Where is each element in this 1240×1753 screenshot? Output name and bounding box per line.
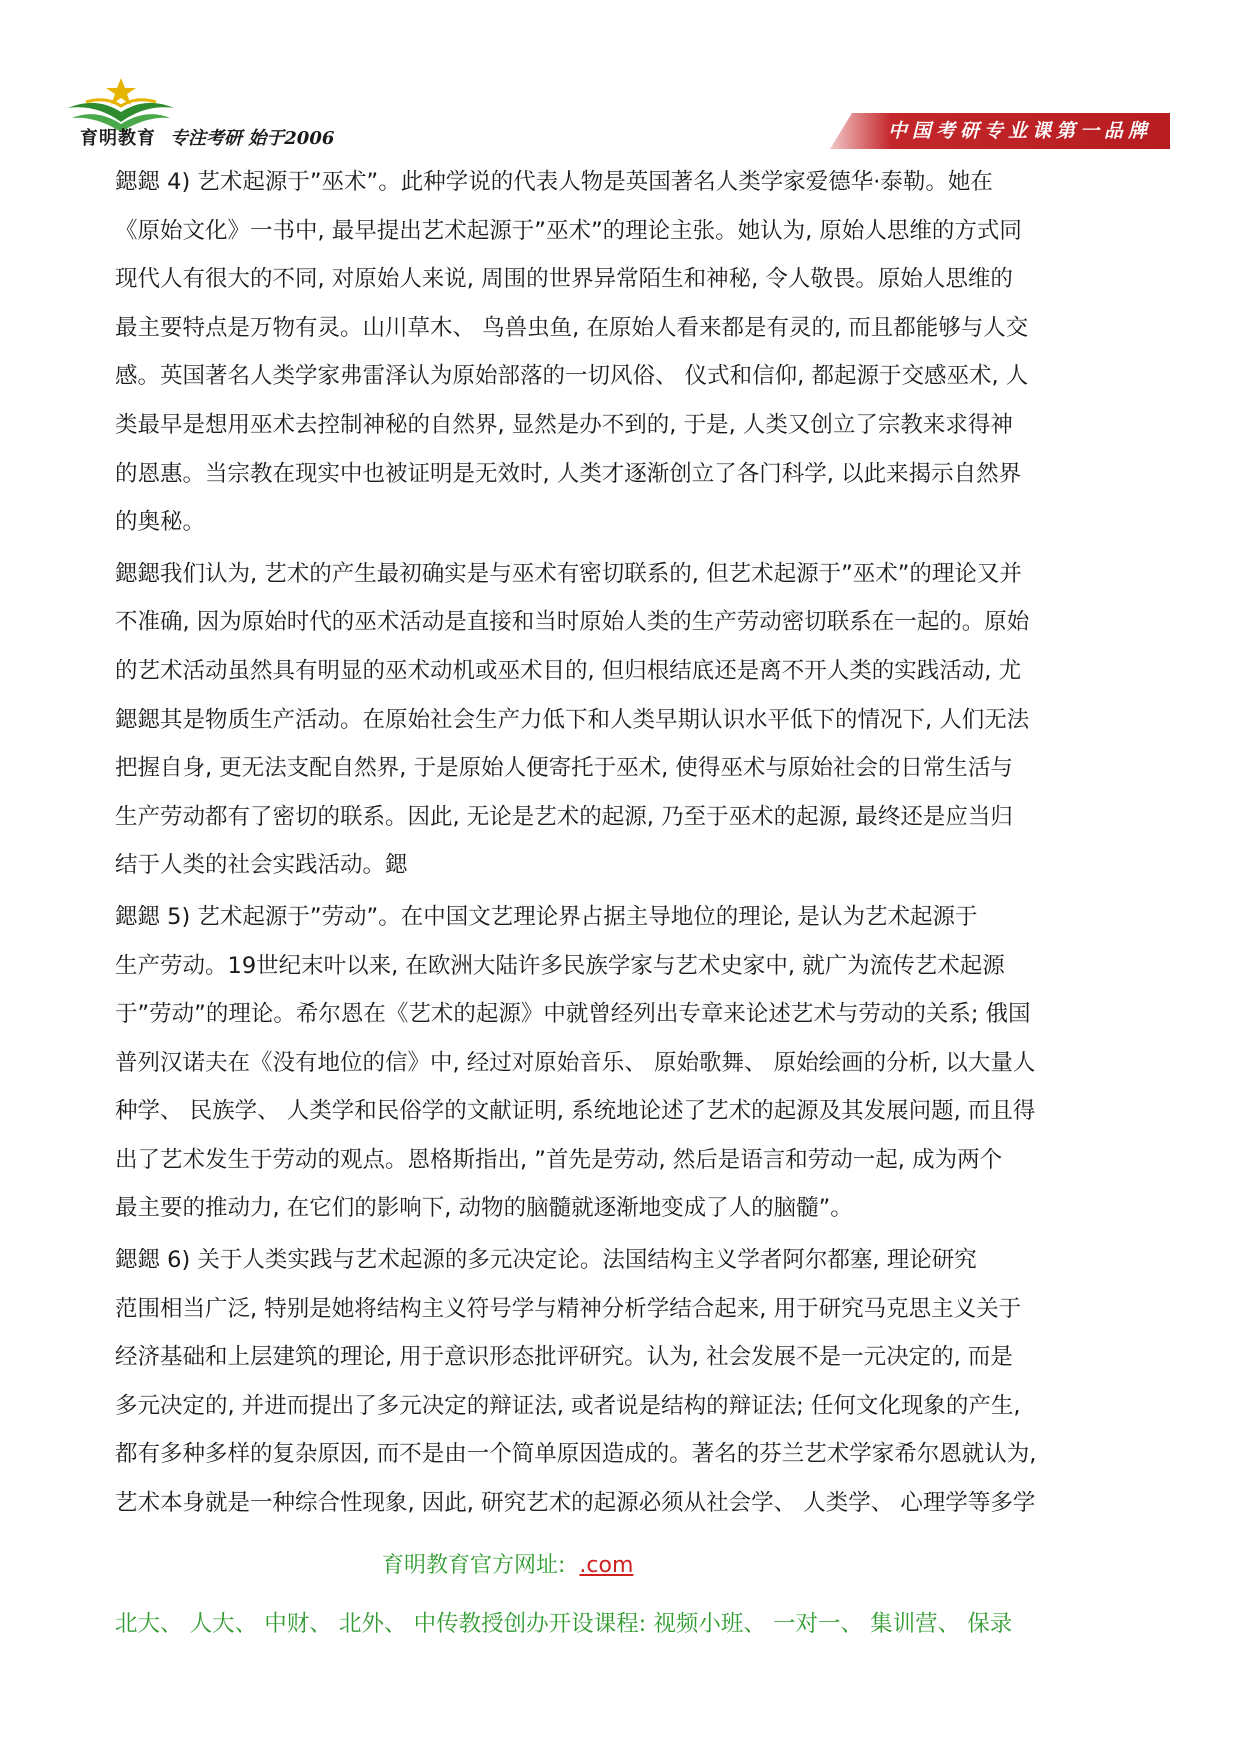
footer-url-link[interactable]: .com <box>579 1553 634 1578</box>
page-header <box>0 0 1240 160</box>
paragraph <box>115 1236 1135 1528</box>
text-line: 《原始文化》一书中, 最早提出艺术起源于”巫术”的理论主张。她认为, 原始人思维的方式同 <box>115 217 1022 244</box>
text-line: 不准确, 因为原始时代的巫术活动是直接和当时原始人类的生产劳动密切联系在一起的。原始 <box>115 609 1030 636</box>
text-line: 类最早是想用巫术去控制神秘的自然界, 显然是办不到的, 于是, 人类又创立了宗教来求得神 <box>115 411 1013 438</box>
paragraph <box>115 550 1135 890</box>
text-line: 最主要特点是万物有灵。山川草木、 鸟兽虫鱼, 在原始人看来都是有灵的, 而且都能够与人交 <box>115 314 1029 341</box>
text-line: 于”劳动”的理论。希尔恩在《艺术的起源》中就曾经列出专章来论述艺术与劳动的关系; 俄国 <box>115 1001 1031 1028</box>
text-line: 艺术本身就是一种综合性现象, 因此, 研究艺术的起源必须从社会学、 人类学、 心理学等多学 <box>115 1490 1036 1517</box>
logo-slogan: 专注考研 始于2006 <box>170 128 335 149</box>
text-line: 都有多种多样的复杂原因, 而不是由一个简单原因造成的。著名的芬兰艺术学家希尔恩就认为, <box>115 1441 1037 1468</box>
banner-text: 中国考研专业课第一品牌 <box>888 120 1153 142</box>
footer-courses: 北大、 人大、 中财、 北外、 中传教授创办开设课程: 视频小班、 一对一、 集训营、 保录 <box>115 1611 1013 1637</box>
text-line: 最主要的推动力, 在它们的影响下, 动物的脑髓就逐渐地变成了人的脑髓”。 <box>115 1195 853 1222</box>
footer-url-label: 育明教育官方网址: <box>382 1553 566 1578</box>
footer-url <box>382 1548 633 1579</box>
text-line: 结于人类的社会实践活动。鍶 <box>115 852 408 879</box>
text-line: 鍶鍶我们认为, 艺术的产生最初确实是与巫术有密切联系的, 但艺术起源于”巫术”的理论又并 <box>115 560 1022 587</box>
text-line: 鍶鍶 4) 艺术起源于”巫术”。此种学说的代表人物是英国著名人类学家爱德华·泰勒。她在 <box>115 169 993 195</box>
text-line: 出了艺术发生于劳动的观点。恩格斯指出, ”首先是劳动, 然后是语言和劳动一起, 成为两个 <box>115 1146 1003 1173</box>
text-line: 把握自身, 更无法支配自然界, 于是原始人便寄托于巫术, 使得巫术与原始社会的日常生活与 <box>115 755 1013 782</box>
text-line: 普列汉诺夫在《没有地位的信》中, 经过对原始音乐、 原始歌舞、 原始绘画的分析, 以大量人 <box>115 1049 1036 1076</box>
text-line: 的奥秘。 <box>115 509 206 536</box>
text-line: 鍶鍶 5) 艺术起源于”劳动”。在中国文艺理论界占据主导地位的理论, 是认为艺术起源于 <box>115 903 978 930</box>
document-body <box>115 158 1135 1531</box>
paragraph <box>115 893 1135 1233</box>
text-line: 生产劳动都有了密切的联系。因此, 无论是艺术的起源, 乃至于巫术的起源, 最终还是应当归 <box>115 803 1013 830</box>
text-line: 范围相当广泛, 特别是她将结构主义符号学与精神分析学结合起来, 用于研究马克思主义关于 <box>115 1295 1022 1322</box>
text-line: 鍶鍶其是物质生产活动。在原始社会生产力低下和人类早期认识水平低下的情况下, 人们无法 <box>115 706 1030 733</box>
text-line: 的恩惠。当宗教在现实中也被证明是无效时, 人类才逐渐创立了各门科学, 以此来揭示自然界 <box>115 460 1022 487</box>
text-line: 的艺术活动虽然具有明显的巫术动机或巫术目的, 但归根结底还是离不开人类的实践活动, 尤 <box>115 657 1022 684</box>
text-line: 鍶鍶 6) 关于人类实践与艺术起源的多元决定论。法国结构主义学者阿尔都塞, 理论研究 <box>115 1247 977 1274</box>
text-line: 种学、 民族学、 人类学和民俗学的文献证明, 系统地论述了艺术的起源及其发展问题, 而且得 <box>115 1098 1036 1125</box>
text-line: 多元决定的, 并进而提出了多元决定的辩证法, 或者说是结构的辩证法; 任何文化现象的产生, <box>115 1392 1021 1419</box>
paragraph <box>115 158 1135 547</box>
text-line: 生产劳动。19世纪末叶以来, 在欧洲大陆许多民族学家与艺术史家中, 就广为流传艺术起源 <box>115 952 1005 979</box>
logo-name: 育明教育 <box>80 128 156 149</box>
text-line: 经济基础和上层建筑的理论, 用于意识形态批评研究。认为, 社会发展不是一元决定的, 而是 <box>115 1344 1013 1371</box>
text-line: 感。英国著名人类学家弗雷泽认为原始部落的一切风俗、 仪式和信仰, 都起源于交感巫术, 人 <box>115 363 1029 390</box>
text-line: 现代人有很大的不同, 对原始人来说, 周围的世界异常陌生和神秘, 令人敬畏。原始人思维的 <box>115 266 1013 293</box>
